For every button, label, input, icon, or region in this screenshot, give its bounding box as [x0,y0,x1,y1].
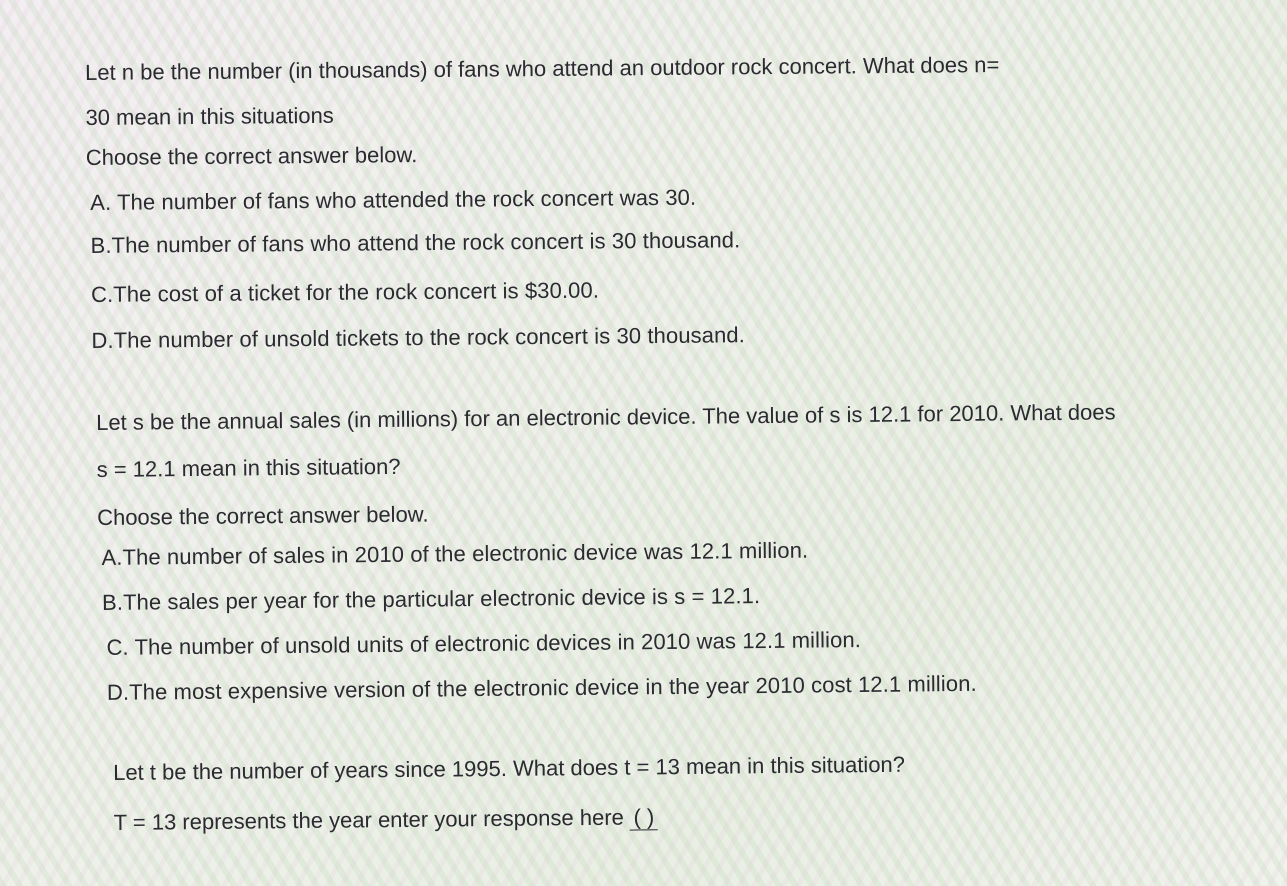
question-3-stem: Let t be the number of years since 1995. What does t = 13 mean in this situation? [113,751,906,785]
question-1-option-a[interactable]: A. The number of fans who attended the rock concert was 30. [90,184,697,215]
question-1-option-c[interactable]: C.The cost of a ticket for the rock concert is $30.00. [90,277,600,307]
question-1-option-d[interactable]: D.The number of unsold tickets to the rock concert is 30 thousand. [91,322,746,353]
question-1-instruction: Choose the correct answer below. [85,142,418,170]
question-1-stem-line-2: 30 mean in this situations [85,102,334,130]
question-2-option-c[interactable]: C. The number of unsold units of electronic devices in 2010 was 12.1 million. [106,627,862,660]
question-2-instruction: Choose the correct answer below. [96,501,429,530]
question-2-stem-line-2: s = 12.1 mean in this situation? [96,453,401,482]
question-2-option-a[interactable]: A.The number of sales in 2010 of the electronic device was 12.1 million. [101,537,809,570]
question-1-option-b[interactable]: B.The number of fans who attend the rock concert is 30 thousand. [90,227,741,258]
question-2-option-b[interactable]: B.The sales per year for the particular electronic device is s = 12.1. [101,583,761,615]
question-2-stem-line-1: Let s be the annual sales (in millions) for an electronic device. The value of s is 12.1 for 2010. What does [96,399,1116,435]
question-1-stem-line-1: Let n be the number (in thousands) of fans who attend an outdoor rock concert. What does n= [85,52,1000,85]
question-3-response-line [114,804,659,836]
response-input[interactable]: ( ) [630,804,658,831]
question-2-option-d[interactable]: D.The most expensive version of the electronic device in the year 2010 cost 12.1 million. [106,670,977,705]
question-3-response-prefix: T = 13 represents the year enter your response here [113,804,624,835]
